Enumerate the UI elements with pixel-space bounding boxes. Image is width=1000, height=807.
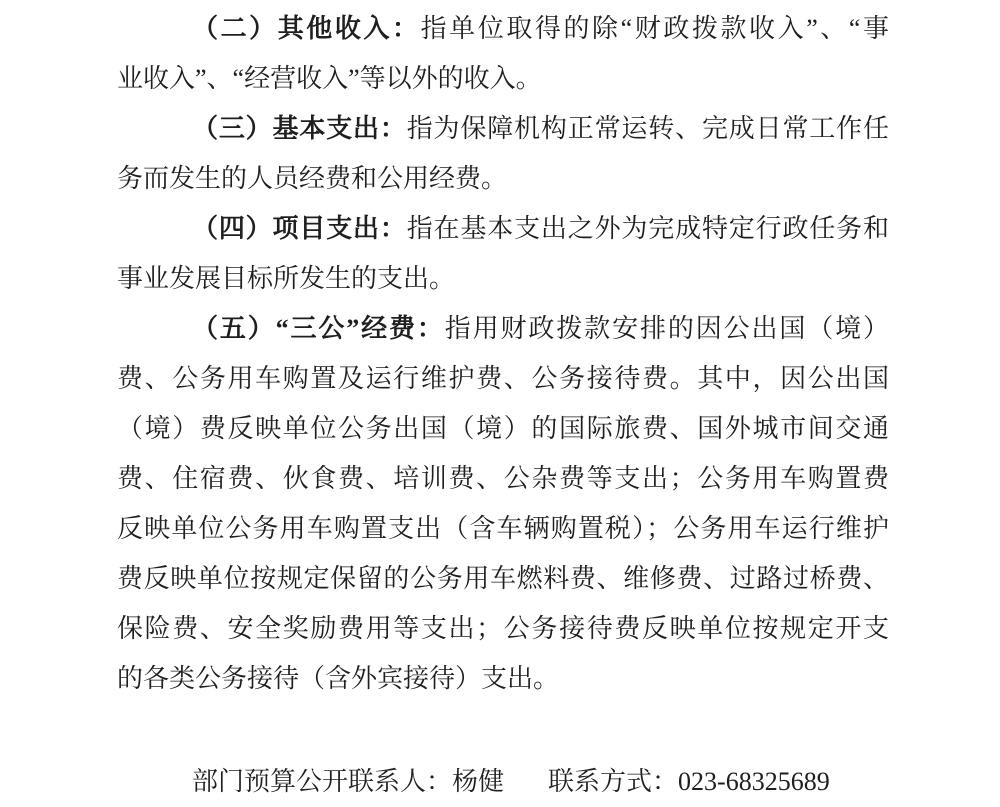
phone-number: 023-68325689 bbox=[678, 767, 830, 796]
text-line: 费、住宿费、伙食费、培训费、公杂费等支出；公务用车购置费 bbox=[117, 464, 889, 493]
term-heading-other-income: （二）其他收入： bbox=[192, 14, 421, 43]
term-heading-basic-expenditure: （三）基本支出： bbox=[192, 114, 407, 143]
contact-footer bbox=[117, 757, 889, 807]
text-line: 务而发生的人员经费和公用经费。 bbox=[117, 164, 508, 193]
paragraph-basic-expenditure bbox=[117, 104, 889, 204]
text-line: 费、公务用车购置及运行维护费、公务接待费。其中，因公出国 bbox=[117, 364, 889, 393]
text-line: 保险费、安全奖励费用等支出；公务接待费反映单位按规定开支 bbox=[117, 614, 889, 643]
text-line: 反映单位公务用车购置支出（含车辆购置税）；公务用车运行维护 bbox=[117, 514, 889, 543]
text-line: 费反映单位按规定保留的公务用车燃料费、维修费、过路过桥费、 bbox=[117, 564, 889, 593]
term-heading-three-public-funds: （五）“三公”经费： bbox=[192, 314, 445, 343]
contact-name: 杨健 bbox=[452, 767, 505, 796]
text-line bbox=[117, 204, 889, 254]
paragraph-project-expenditure bbox=[117, 204, 889, 304]
contact-label: 部门预算公开联系人： bbox=[192, 767, 453, 796]
paragraph-other-income bbox=[117, 4, 889, 104]
paragraph-text: 指用财政拨款安排的因公出国（境） bbox=[444, 314, 889, 343]
text-line: 事业发展目标所发生的支出。 bbox=[117, 264, 456, 293]
document-body bbox=[117, 4, 889, 807]
text-line: （境）费反映单位公务出国（境）的国际旅费、国外城市间交通 bbox=[117, 414, 889, 443]
paragraph-text: 指在基本支出之外为完成特定行政任务和 bbox=[406, 214, 889, 243]
paragraph-text: 指为保障机构正常运转、完成日常工作任 bbox=[406, 114, 889, 143]
text-line: 的各类公务接待（含外宾接待）支出。 bbox=[117, 664, 560, 693]
phone-label: 联系方式： bbox=[548, 767, 679, 796]
text-line: 业收入”、“经营收入”等以外的收入。 bbox=[117, 64, 542, 93]
term-heading-project-expenditure: （四）项目支出： bbox=[192, 214, 407, 243]
text-line bbox=[117, 4, 889, 54]
text-line bbox=[117, 304, 889, 354]
paragraph-text: 指单位取得的除“财政拨款收入”、“事 bbox=[420, 14, 889, 43]
paragraph-three-public-funds bbox=[117, 304, 889, 704]
text-line bbox=[117, 104, 889, 154]
